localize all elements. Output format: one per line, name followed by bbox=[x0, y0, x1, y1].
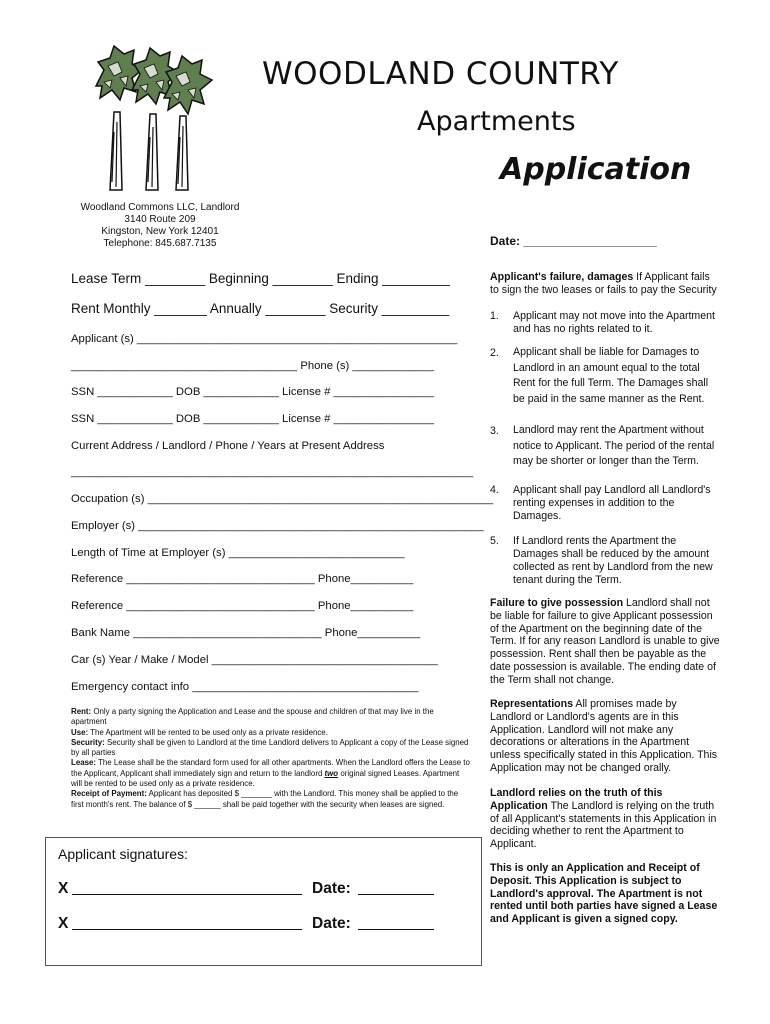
bank-name-field[interactable]: Bank Name ______________________________ Phone__________ bbox=[71, 627, 421, 639]
lease-term-text: The Lease shall be the standard form used for all other apartments. When the Landlord offers the Lease to the Applicant, Applicant shall immediately sign and return to the landlord bbox=[71, 758, 470, 778]
security-term-text: Security shall be given to Landlord at the time Landlord delivers to Applicant a copy of the Lease signed by all parties bbox=[71, 737, 469, 758]
possession-section bbox=[490, 597, 720, 687]
signature-date-line-2[interactable] bbox=[358, 913, 434, 930]
representations-section bbox=[490, 698, 720, 775]
employment-length-field[interactable]: Length of Time at Employer (s) ____________________________ bbox=[71, 547, 405, 559]
lease-term-text-2: original signed Leases. Apartment will be rented to be used only as a private residence. bbox=[71, 768, 460, 789]
phone-field[interactable]: ____________________________________ Phone (s) _____________ bbox=[71, 360, 435, 372]
current-address-field[interactable]: ________________________________________________________________ bbox=[71, 466, 474, 478]
item-number-2: 2. bbox=[490, 347, 499, 359]
company-title: WOODLAND COUNTRY bbox=[262, 56, 619, 92]
failure-damages-text: If Applicant fails to sign the two leases or fails to pay the Security bbox=[490, 271, 717, 296]
use-term-label: Use: bbox=[71, 727, 89, 737]
lease-term-field[interactable]: Lease Term ________ Beginning ________ Ending _________ bbox=[71, 271, 450, 286]
occupation-field[interactable]: Occupation (s) _______________________________________________________ bbox=[71, 493, 494, 505]
failure-damages-heading: Applicant's failure, damages bbox=[490, 271, 634, 283]
item-number-3: 3. bbox=[490, 425, 499, 437]
landlord-address-block bbox=[60, 202, 260, 250]
ssn-field-1[interactable]: SSN ____________ DOB ____________ License # ________________ bbox=[71, 386, 435, 398]
possession-heading: Failure to give possession bbox=[490, 597, 624, 609]
signatures-heading: Applicant signatures: bbox=[58, 846, 188, 862]
rent-field[interactable]: Rent Monthly _______ Annually ________ Security _________ bbox=[71, 301, 450, 316]
ssn-field-2[interactable]: SSN ____________ DOB ____________ License # ________________ bbox=[71, 413, 435, 425]
employer-field[interactable]: Employer (s) _______________________________________________________ bbox=[71, 520, 484, 532]
rent-term-label: Rent: bbox=[71, 707, 92, 716]
current-address-label: Current Address / Landlord / Phone / Years at Present Address bbox=[71, 440, 385, 452]
failure-damages-section bbox=[490, 271, 720, 297]
applicant-field[interactable]: Applicant (s) ___________________________________________________ bbox=[71, 333, 458, 345]
signature-date-label-1: Date: bbox=[312, 880, 351, 897]
item-text-2: Applicant shall be liable for Damages to Landlord in an amount equal to the total Rent for the full Term. The Damages shall be paid in the same manner as the Rent. bbox=[513, 346, 709, 405]
item-number-1: 1. bbox=[490, 310, 499, 322]
receipt-term-label: Receipt of Payment: bbox=[71, 789, 147, 799]
signature-date-label-2: Date: bbox=[312, 915, 351, 932]
reference-field-2[interactable]: Reference ______________________________ Phone__________ bbox=[71, 600, 414, 612]
application-date-field[interactable]: Date: ____________________ bbox=[490, 234, 657, 248]
truth-heading: Landlord relies on the truth of this Application bbox=[490, 787, 663, 812]
item-text-5: If Landlord rents the Apartment the Damages shall be reduced by the amount collected as rent by Landlord from the new tenant during the Term. bbox=[513, 535, 713, 586]
item-text-1: Applicant may not move into the Apartment and has no rights related to it. bbox=[513, 310, 715, 335]
application-disclaimer: This is only an Application and Receipt of Deposit. This Application is subject to Landlord's approval. The Apartment is not rented until both parties have signed a Lease and Applicant is given a signed copy. bbox=[490, 862, 718, 926]
car-field[interactable]: Car (s) Year / Make / Model ____________________________________ bbox=[71, 654, 438, 666]
security-term-label: Security: bbox=[71, 737, 105, 747]
signature-line-2[interactable] bbox=[72, 913, 302, 930]
receipt-term-text: Applicant has deposited $ _______ with the Landlord. This money shall be applied to the first month's rent. The balance of $ ______ shall be paid together with the security when leases are signed. bbox=[71, 789, 459, 809]
representations-text: All promises made by Landlord or Landlord's agents are in this Application. Landlord will not make any decorations or alterations in the Apartment unless specifically stated in this Application. This Application may not be changed orally. bbox=[490, 698, 718, 774]
truth-section bbox=[490, 787, 720, 851]
document-type-title: Application bbox=[500, 152, 692, 187]
representations-heading: Representations bbox=[490, 698, 574, 710]
item-text-4: Applicant shall pay Landlord all Landlord's renting expenses in addition to the Damages. bbox=[513, 484, 711, 522]
item-number-5: 5. bbox=[490, 535, 499, 547]
signature-x-1: X bbox=[58, 880, 69, 897]
use-term-text: The Apartment will be rented to be used only as a private residence. bbox=[88, 727, 328, 737]
possession-text: Landlord shall not be liable for failure to give Applicant possession of the Apartment on the beginning date of the Term. If for any reason Landlord is unable to give possession. Rent shall then be payable as the date possession is available. The ending date of the Term shall not change. bbox=[490, 597, 720, 686]
rent-term-text: Only a party signing the Application and Lease and the spouse and children of that may live in the apartment bbox=[71, 707, 434, 727]
signature-x-2: X bbox=[58, 915, 69, 932]
lease-term-two: two bbox=[324, 768, 339, 778]
terms-fine-print bbox=[71, 707, 471, 810]
landlord-street: 3140 Route 209 bbox=[124, 214, 196, 225]
signature-box bbox=[45, 837, 482, 966]
landlord-name: Woodland Commons LLC, Landlord bbox=[80, 202, 240, 213]
emergency-contact-field[interactable]: Emergency contact info ____________________________________ bbox=[71, 681, 419, 693]
company-subtitle: Apartments bbox=[417, 106, 576, 137]
landlord-city: Kingston, New York 12401 bbox=[101, 226, 219, 237]
reference-field-1[interactable]: Reference ______________________________ Phone__________ bbox=[71, 573, 414, 585]
truth-text: The Landlord is relying on the truth of all Applicant's statements in this Application in deciding whether to rent the Apartment to Applicant. bbox=[490, 799, 717, 851]
signature-line-1[interactable] bbox=[72, 878, 302, 895]
item-number-4: 4. bbox=[490, 484, 499, 496]
trees-logo-icon bbox=[88, 42, 220, 192]
landlord-phone: Telephone: 845.687.7135 bbox=[103, 238, 217, 249]
lease-term-label: Lease: bbox=[71, 758, 97, 768]
signature-date-line-1[interactable] bbox=[358, 878, 434, 895]
item-text-3: Landlord may rent the Apartment without notice to Applicant. The period of the rental may be shorter or longer than the Term. bbox=[513, 424, 715, 467]
